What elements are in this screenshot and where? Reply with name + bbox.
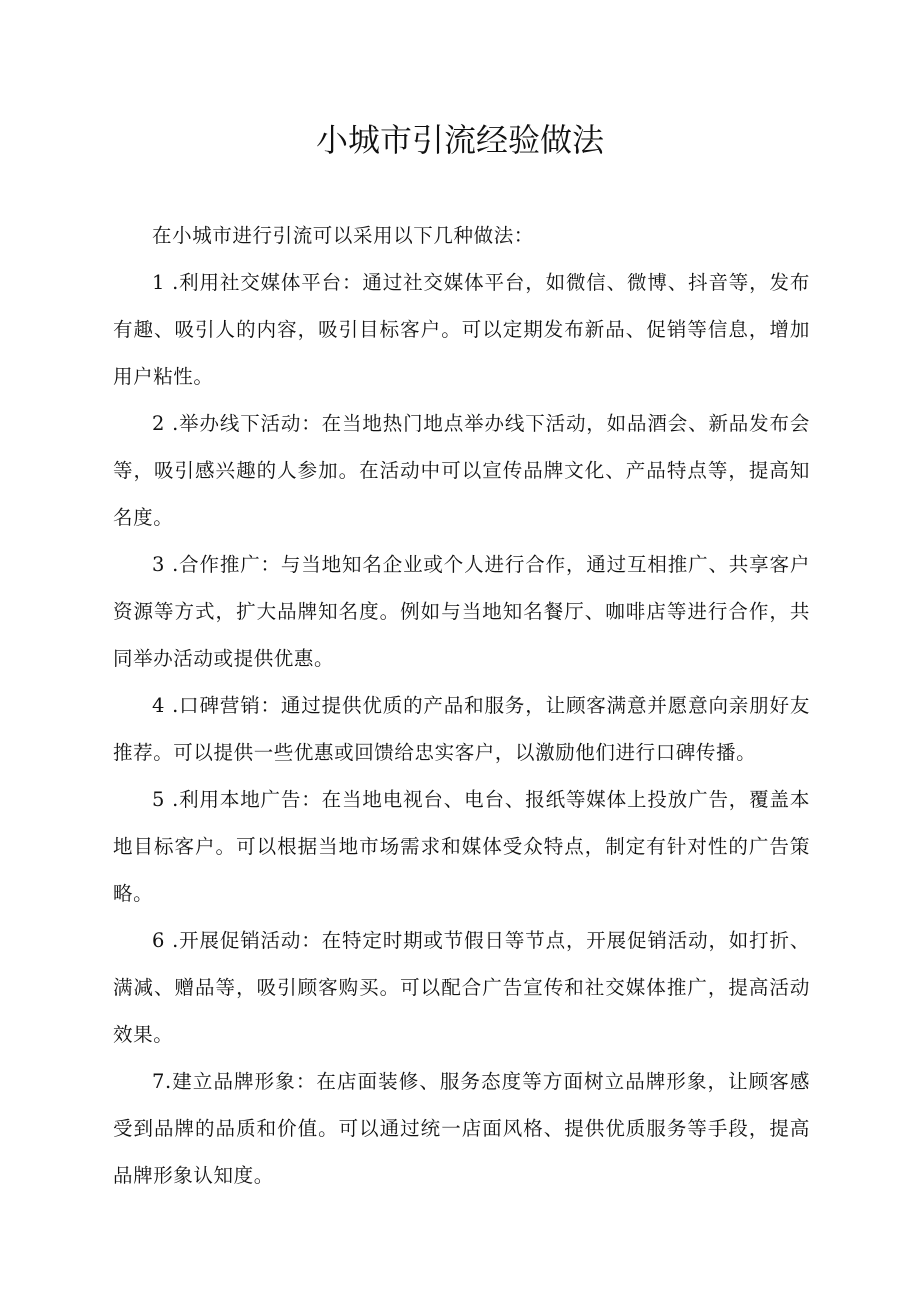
document-body [113,212,810,1199]
paragraph-1: 1 .利用社交媒体平台：通过社交媒体平台，如微信、微博、抖音等，发布有趣、吸引人的内容，吸引目标客户。可以定期发布新品、促销等信息，增加用户粘性。 [113,271,810,388]
paragraph-4: 4 .口碑营销：通过提供优质的产品和服务，让顾客满意并愿意向亲朋好友推荐。可以提供一些优惠或回馈给忠实客户，以激励他们进行口碑传播。 [113,694,810,764]
paragraph-6: 6 .开展促销活动：在特定时期或节假日等节点，开展促销活动，如打折、满减、赠品等，吸引顾客购买。可以配合广告宣传和社交媒体推广，提高活动效果。 [113,929,810,1046]
paragraph-3: 3 .合作推广：与当地知名企业或个人进行合作，通过互相推广、共享客户资源等方式，扩大品牌知名度。例如与当地知名餐厅、咖啡店等进行合作，共同举办活动或提供优惠。 [113,553,810,670]
document-title: 小城市引流经验做法 [315,121,604,159]
paragraph-5: 5 .利用本地广告：在当地电视台、电台、报纸等媒体上投放广告，覆盖本地目标客户。可以根据当地市场需求和媒体受众特点，制定有针对性的广告策略。 [113,788,810,905]
paragraph-2: 2 .举办线下活动：在当地热门地点举办线下活动，如品酒会、新品发布会等，吸引感兴趣的人参加。在活动中可以宣传品牌文化、产品特点等，提高知名度。 [113,412,810,529]
intro-paragraph: 在小城市进行引流可以采用以下几种做法： [152,224,534,247]
paragraph-7: 7.建立品牌形象：在店面装修、服务态度等方面树立品牌形象，让顾客感受到品牌的品质和价值。可以通过统一店面风格、提供优质服务等手段，提高品牌形象认知度。 [113,1070,810,1187]
